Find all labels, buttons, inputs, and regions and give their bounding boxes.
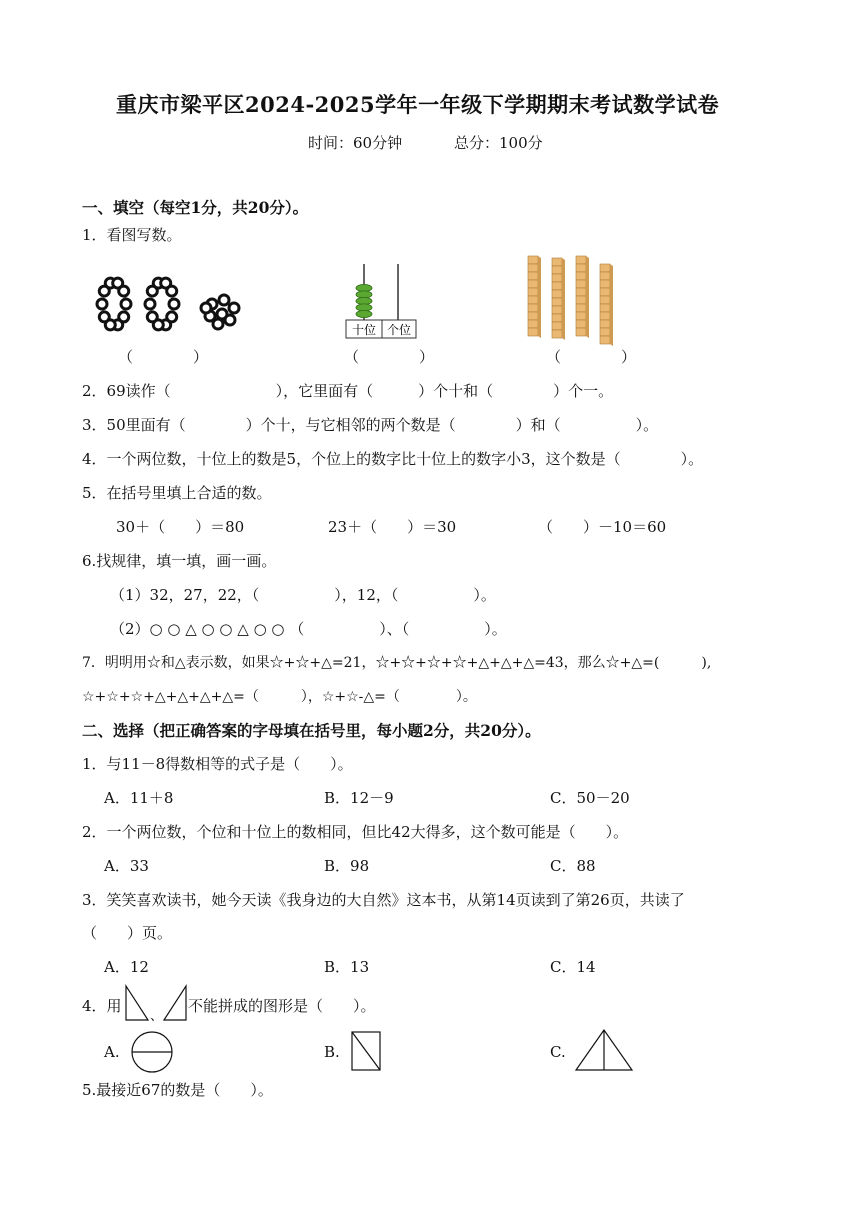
s2-q1: 1．与11－8得数相等的式子是（ ）。 (82, 755, 353, 773)
bead (97, 299, 107, 309)
s2-q3-line2: （ ）页。 (82, 924, 173, 942)
ten-rods-image (524, 254, 624, 344)
abacus-tens-beads (356, 284, 372, 317)
s2-q1-option-b[interactable]: B．12－9 (324, 789, 394, 807)
exam-total-score: 总分：100分 (454, 134, 543, 152)
s2-q2-option-b[interactable]: B．98 (324, 857, 370, 875)
s2-q1-option-a[interactable]: A．11＋8 (104, 789, 174, 807)
s2-q4-option-c[interactable]: C. (550, 1043, 566, 1061)
ten-rod (576, 256, 589, 338)
s2-q4-suffix: 不能拼成的图形是（ ）。 (188, 997, 376, 1015)
s1-q4: 4．一个两位数，十位上的数是5，个位上的数字比十位上的数字小3，这个数是（ ）。 (82, 450, 704, 468)
abacus-image (344, 262, 424, 342)
s2-q4-separator: 、 (150, 1009, 164, 1024)
bead (229, 303, 239, 313)
s1-q6-prompt: 6.找规律，填一填，画一画。 (82, 552, 277, 570)
exam-time: 时间：60分钟 (308, 134, 403, 152)
s1-q5-prompt: 5．在括号里填上合适的数。 (82, 484, 272, 502)
rectangle-diagonal-shape[interactable] (350, 1030, 384, 1074)
bead-groups-image (94, 278, 254, 338)
bead (99, 312, 109, 322)
s1-q6-line2: （2）○ ○ △ ○ ○ △ ○ ○ （ ）、（ ）。 (110, 620, 507, 638)
triangle-split-shape[interactable] (574, 1028, 636, 1074)
section2-heading: 二、选择（把正确答案的字母填在括号里，每小题2分，共20分）。 (82, 721, 541, 740)
bead (147, 312, 157, 322)
s1-q1-blank-1[interactable]: （ ） (118, 348, 209, 366)
s1-q5-eq2: 23＋（ ）＝30 (328, 518, 457, 536)
abacus-bead (356, 310, 372, 317)
s1-q1-blank-2[interactable]: （ ） (344, 348, 435, 366)
s2-q2: 2．一个两位数，个位和十位上的数相同，但比42大得多，这个数可能是（ ）。 (82, 823, 629, 841)
s1-q5-eq3: （ ）－10＝60 (538, 518, 667, 536)
s2-q4-option-a[interactable]: A. (104, 1043, 120, 1061)
s2-q4-prefix: 4．用 (82, 997, 122, 1015)
page-title: 重庆市梁平区2024-2025学年一年级下学期期末考试数学试卷 (116, 92, 720, 117)
bead (219, 295, 229, 305)
circle-split-shape[interactable] (130, 1030, 174, 1074)
s2-q5: 5.最接近67的数是（ ）。 (82, 1081, 273, 1099)
s2-q4-option-b[interactable]: B. (324, 1043, 340, 1061)
ten-rod (600, 264, 613, 346)
ten-rod (552, 258, 565, 340)
s1-q5-eq1: 30＋（ ）＝80 (116, 518, 245, 536)
bead-ring-ten-1 (97, 278, 131, 330)
bead (145, 299, 155, 309)
s1-q7-line1: 7．明明用☆和△表示数，如果☆+☆+△=21，☆+☆+☆+☆+△+△+△=43，那么☆+△=( ), (82, 655, 712, 671)
bead (213, 319, 223, 329)
s1-q3: 3．50里面有（ ）个十，与它相邻的两个数是（ ）和（ ）。 (82, 416, 659, 434)
right-triangle-piece-2 (162, 984, 188, 1022)
s1-q1-blank-3[interactable]: （ ） (546, 348, 637, 366)
s2-q3-line1: 3．笑笑喜欢读书，她今天读《我身边的大自然》这本书，从第14页读到了第26页，共读了 (82, 891, 685, 909)
ten-rods (528, 256, 613, 346)
section1-heading: 一、填空（每空1分，共20分）。 (82, 198, 309, 217)
ten-rod (528, 256, 541, 338)
abacus-tens-label: 十位 (351, 323, 377, 337)
s2-q2-option-c[interactable]: C．88 (550, 857, 596, 875)
right-triangle-piece-1 (124, 984, 150, 1022)
s2-q3-option-c[interactable]: C．14 (550, 958, 596, 976)
bead (119, 286, 129, 296)
s2-q1-option-c[interactable]: C．50－20 (550, 789, 630, 807)
bead-ring-ten-2 (145, 278, 179, 330)
abacus-ones-label: 个位 (386, 323, 412, 337)
loose-beads (201, 295, 239, 329)
s1-q6-line1: （1）32，27，22，（ ），12，（ ）。 (110, 586, 496, 604)
s1-q7-line2: ☆+☆+☆+△+△+△+△=（ ），☆+☆-△=（ ）。 (82, 689, 477, 705)
bead (167, 286, 177, 296)
s1-q2: 2．69读作（ ），它里面有（ ）个十和（ ）个一。 (82, 382, 614, 400)
bead (201, 303, 211, 313)
s2-q2-option-a[interactable]: A．33 (104, 857, 149, 875)
bead (225, 315, 235, 325)
s2-q3-option-a[interactable]: A．12 (104, 958, 149, 976)
bead (169, 299, 179, 309)
bead (121, 299, 131, 309)
s2-q3-option-b[interactable]: B．13 (324, 958, 370, 976)
s1-q1-prompt: 1．看图写数。 (82, 226, 182, 244)
